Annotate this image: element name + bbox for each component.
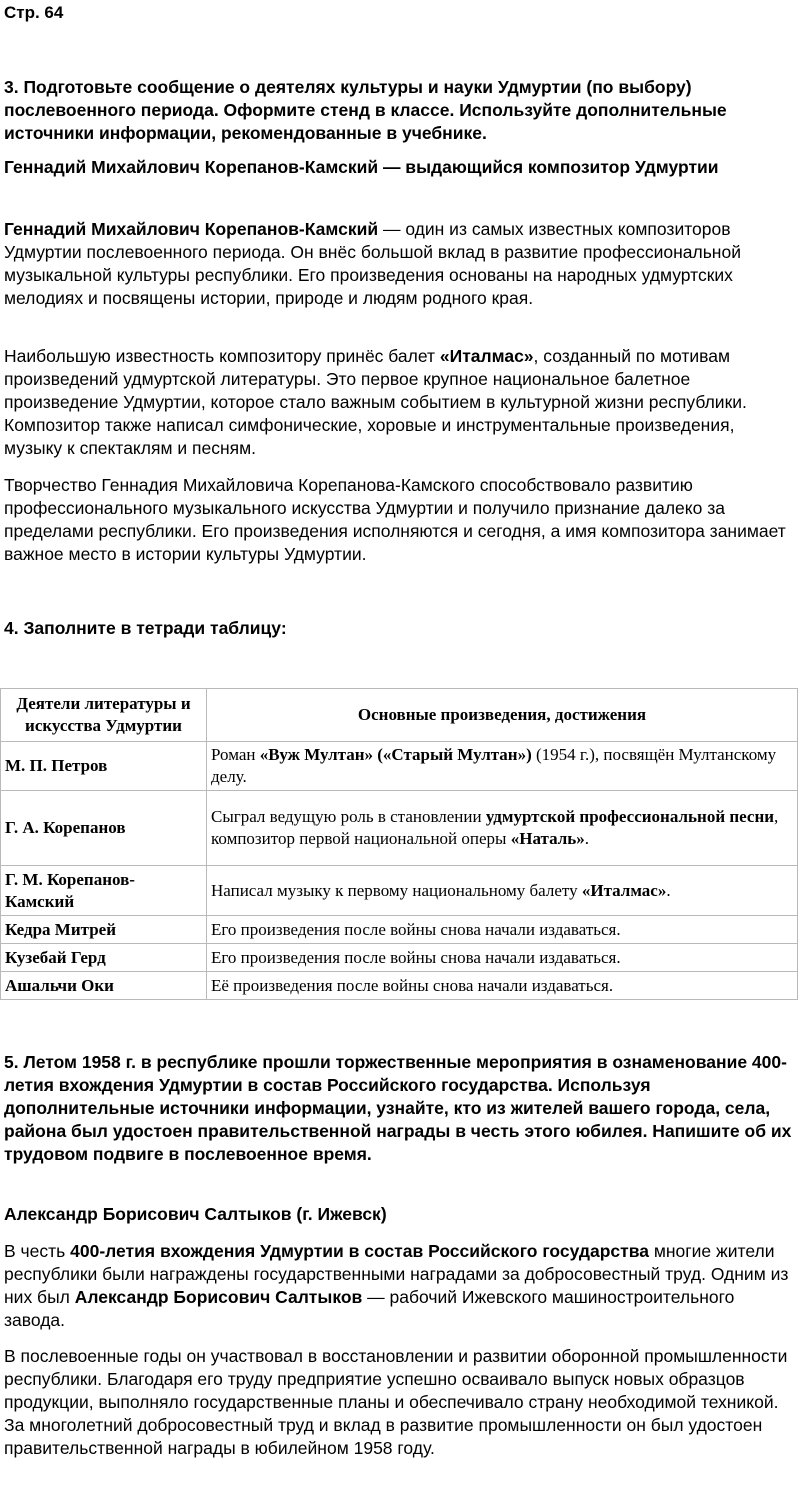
- table-cell-name: Кедра Митрей: [1, 916, 207, 944]
- task3-heading: 3. Подготовьте сообщение о деятелях культуры и науки Удмуртии (по выбору) послевоенного периода. Оформите стенд в классе. Используйте дополнительные источники информации, рекомендованные в учебнике.: [4, 77, 727, 143]
- table-row: [1, 972, 798, 1000]
- works-text: (1954 г.), посвящён Мултанскому делу.: [211, 745, 777, 786]
- table-cell-works: [207, 866, 798, 916]
- works-text: Его произведения после войны снова начали издаваться.: [211, 919, 621, 939]
- task5-p1-text: — рабочий Ижевского машиностроительного завода.: [4, 1287, 735, 1330]
- works-text: , композитор первой национальной оперы: [211, 807, 779, 848]
- task3-p2-text: , созданный по мотивам произведений удмуртской литературы. Это первое крупное национальное балетное произведение Удмуртии, которое стало важным событием в культурной жизни республики. Композитор также написал симфонические, хоровые и инструментальные произведения, музыку к спектаклям и песням.: [4, 346, 747, 458]
- task5-paragraph-2: В послевоенные годы он участвовал в восстановлении и развитии оборонной промышленности республики. Благодаря его труду предприятие успешно осваивало выпуск новых образцов продукции, выполняло государственные планы и обеспечивало страну необходимой техникой. За многолетний добросовестный труд и вклад в развитие промышленности он был удостоен правительственной награды в юбилейном 1958 году.: [4, 1346, 788, 1458]
- table-cell-works: [207, 916, 798, 944]
- works-bold: «Наталь»: [510, 829, 585, 848]
- task5-heading: 5. Летом 1958 г. в республике прошли торжественные мероприятия в ознаменование 400-летия вхождения Удмуртии в состав Российского государства. Используя дополнительные источники информации, узнайте, кто из жителей вашего города, села, района был удостоен правительственной награды в честь этого юбилея. Напишите об их трудовом подвиге в послевоенное время.: [4, 1052, 792, 1164]
- task5-p1-text: В честь: [4, 1241, 71, 1261]
- table-cell-works: [207, 791, 798, 866]
- task3-paragraph-1: [4, 218, 796, 310]
- table-cell-name: Г. А. Корепанов: [1, 791, 207, 866]
- task3-paragraph-3: Творчество Геннадия Михайловича Корепанова-Камского способствовало развитию профессионального музыкального искусства Удмуртии и получило признание далеко за пределами республики. Его произведения исполняются и сегодня, а имя композитора занимает важное место в истории культуры Удмуртии.: [4, 475, 786, 564]
- works-text: Роман: [211, 745, 260, 764]
- works-text: Его произведения после войны снова начали издаваться.: [211, 947, 621, 967]
- table-row: [1, 866, 798, 916]
- table-cell-works: [207, 742, 798, 791]
- page-number: Стр. 64: [4, 3, 64, 22]
- table-header-row: [1, 689, 798, 742]
- works-bold: «Италмас»: [581, 880, 667, 900]
- ballet-title: «Италмас»: [439, 346, 534, 366]
- task3-p1-text: — один из самых известных композиторов Удмуртии послевоенного периода. Он внёс большой вклад в развитие профессиональной музыкальной культуры республики. Его произведения основаны на народных удмуртских мелодиях и посвящены истории, природе и людям родного края.: [4, 219, 741, 308]
- task5-subheading: Александр Борисович Салтыков (г. Ижевск): [4, 1204, 387, 1224]
- works-text: Сыграл ведущую роль в становлении: [211, 807, 486, 826]
- works-bold: удмуртской профессиональной песни: [485, 807, 775, 826]
- task5-p1-text: многие жители республики были награждены государственными наградами за добросовестный труд. Одним из них был: [4, 1241, 789, 1307]
- table-cell-name: Кузебай Герд: [1, 944, 207, 972]
- works-bold: «Вуж Мултан» («Старый Мултан»): [259, 745, 532, 764]
- works-text: .: [584, 829, 590, 848]
- task4-heading: 4. Заполните в тетради таблицу:: [4, 618, 287, 638]
- table-header-figures: Деятели литературы и искусства Удмуртии: [1, 689, 207, 742]
- works-text: Её произведения после войны снова начали издаваться.: [211, 975, 614, 995]
- table-cell-name: Г. М. Корепанов-Камский: [1, 866, 207, 916]
- worker-name: Александр Борисович Салтыков: [74, 1287, 363, 1307]
- table-cell-name: Ашальчи Оки: [1, 972, 207, 1000]
- table-row: [1, 791, 798, 866]
- task5-paragraph-1: [4, 1240, 796, 1332]
- task3-paragraph-2: [4, 345, 796, 460]
- table-cell-works: [207, 972, 798, 1000]
- table-cell-works: [207, 944, 798, 972]
- table-row: [1, 742, 798, 791]
- works-text: .: [666, 880, 671, 900]
- works-text: Написал музыку к первому национальному балету: [211, 880, 582, 900]
- culture-figures-table: [0, 688, 798, 1000]
- task3-p2-start: Наибольшую известность композитору принёс балет: [4, 346, 440, 366]
- composer-name: Геннадий Михайлович Корепанов-Камский: [4, 219, 379, 239]
- table-cell-name: М. П. Петров: [1, 742, 207, 791]
- table-row: [1, 944, 798, 972]
- table-header-works: Основные произведения, достижения: [207, 689, 798, 742]
- task3-subheading: Геннадий Михайлович Корепанов-Камский — выдающийся композитор Удмуртии: [4, 157, 719, 177]
- anniversary-phrase: 400-летия вхождения Удмуртии в состав Российского государства: [70, 1241, 649, 1261]
- table-row: [1, 916, 798, 944]
